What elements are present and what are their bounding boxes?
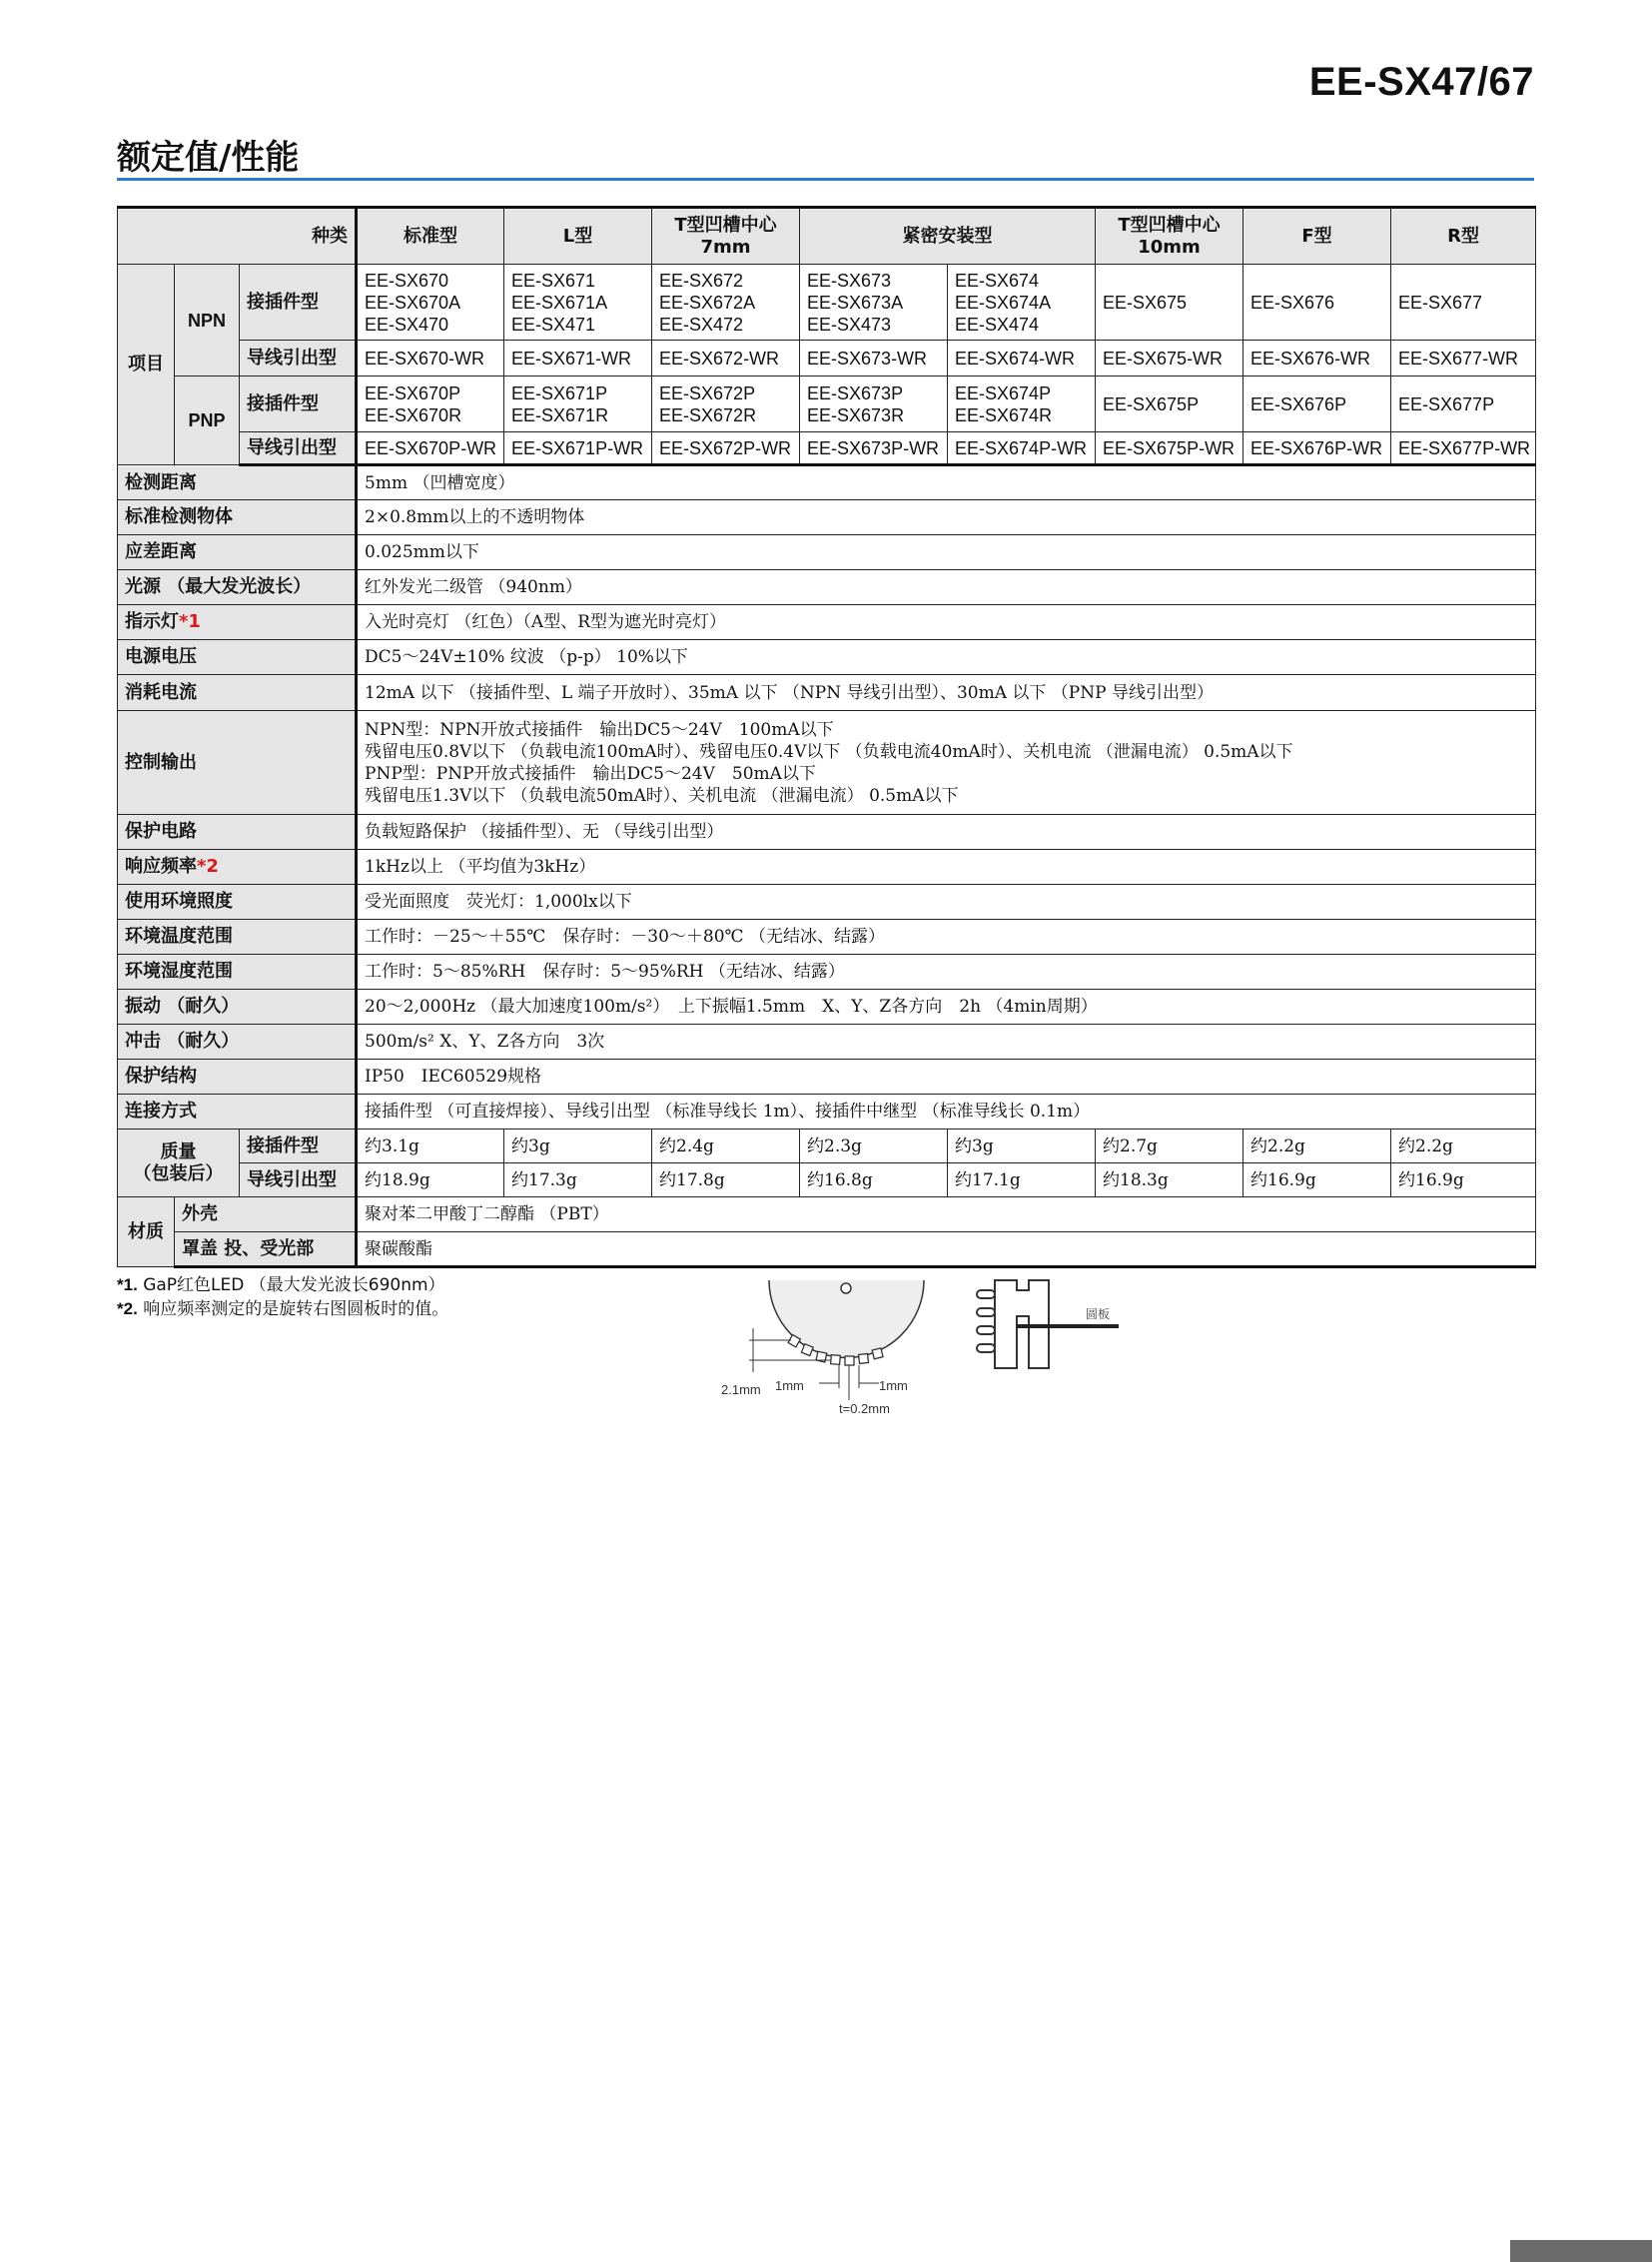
footnote-1: [117, 1273, 448, 1297]
spec-label: 环境温度范围: [118, 920, 357, 955]
spec-label: 应差距离: [118, 535, 357, 570]
material-case-value: 聚对苯二甲酸丁二醇酯 （PBT）: [357, 1197, 1536, 1232]
section-title: 额定值/性能: [117, 138, 300, 178]
pnp-wire-label: 导线引出型: [240, 432, 357, 465]
col-compact: 紧密安装型: [800, 208, 1096, 265]
disk-label: 圆板: [1086, 1307, 1111, 1321]
col-t7-l1: T型凹槽中心: [674, 214, 777, 236]
spec-label: 电源电压: [118, 640, 357, 675]
model-cell: EE-SX676-WR: [1243, 341, 1391, 377]
spec-value: 0.025mm以下: [357, 535, 1536, 570]
spec-row-control: [118, 711, 1536, 815]
model-cell: EE-SX677: [1391, 265, 1536, 341]
spec-value: IP50 IEC60529规格: [357, 1060, 1536, 1095]
mass-cell: 约17.3g: [504, 1163, 652, 1197]
dim-gap1-label: 1mm: [775, 1378, 804, 1393]
mass-cell: 约16.9g: [1391, 1163, 1536, 1197]
material-label: 材质: [118, 1197, 175, 1267]
col-t10-l1: T型凹槽中心: [1118, 214, 1221, 236]
spec-row-shock: [118, 1025, 1536, 1060]
spec-value: 5mm （凹槽宽度）: [357, 465, 1536, 500]
model-cell: EE-SX674-WR: [948, 341, 1096, 377]
spec-row-current: [118, 675, 1536, 711]
model-cell: EE-SX675P-WR: [1096, 432, 1243, 465]
mass-label: [118, 1130, 240, 1197]
spec-row-protection: [118, 815, 1536, 850]
npn-wire-row: [118, 341, 1536, 377]
spec-value: 2×0.8mm以上的不透明物体: [357, 500, 1536, 535]
mass-cell: 约18.9g: [357, 1163, 504, 1197]
model-cell: EE-SX671P-WR: [504, 432, 652, 465]
mass-connector-row: [118, 1130, 1536, 1163]
page-corner-tab: [1510, 2240, 1652, 2262]
control-line: 残留电压0.8V以下 （负载电流100mA时）、残留电压0.4V以下 （负载电流40mA时）、关机电流 （泄漏电流） 0.5mA以下: [365, 741, 1293, 762]
spec-label-text: 响应频率: [125, 856, 197, 877]
spec-label: 标准检测物体: [118, 500, 357, 535]
spec-label: 检测距离: [118, 465, 357, 500]
model-cell: EE-SX671 EE-SX671A EE-SX471: [504, 265, 652, 341]
pnp-connector-row: [118, 377, 1536, 432]
spec-row-light-source: [118, 570, 1536, 605]
col-l-type: L型: [504, 208, 652, 265]
footnote-mark: *1: [179, 611, 201, 632]
model-cell: EE-SX677P: [1391, 377, 1536, 432]
model-cell: EE-SX673P EE-SX673R: [800, 377, 948, 432]
spec-row-humidity: [118, 955, 1536, 990]
model-cell: EE-SX676: [1243, 265, 1391, 341]
spec-label: 环境湿度范围: [118, 955, 357, 990]
col-f-type: F型: [1243, 208, 1391, 265]
spec-value: 入光时亮灯 （红色）（A型、R型为遮光时亮灯）: [357, 605, 1536, 640]
footnotes: [117, 1273, 448, 1321]
spec-label: 连接方式: [118, 1095, 357, 1130]
spec-label: 冲击 （耐久）: [118, 1025, 357, 1060]
model-cell: EE-SX675P: [1096, 377, 1243, 432]
spec-label: [118, 605, 357, 640]
spec-row-enclosure: [118, 1060, 1536, 1095]
spec-value: 20～2,000Hz （最大加速度100m/s²） 上下振幅1.5mm X、Y、Z各方向 2h （4min周期）: [357, 990, 1536, 1025]
col-r-type: R型: [1391, 208, 1536, 265]
dim-gap2-label: 1mm: [879, 1378, 908, 1393]
mass-cell: 约2.3g: [800, 1130, 948, 1163]
spec-row-voltage: [118, 640, 1536, 675]
mass-cell: 约2.2g: [1391, 1130, 1536, 1163]
model-cell: EE-SX670 EE-SX670A EE-SX470: [357, 265, 504, 341]
spec-label: 保护结构: [118, 1060, 357, 1095]
spec-label: 光源 （最大发光波长）: [118, 570, 357, 605]
model-cell: EE-SX672P-WR: [652, 432, 800, 465]
footnote-2: [117, 1297, 448, 1321]
spec-row-hysteresis: [118, 535, 1536, 570]
model-cell: EE-SX673-WR: [800, 341, 948, 377]
mass-wire-label: 导线引出型: [240, 1163, 357, 1197]
spec-row-connection: [118, 1095, 1536, 1130]
mass-cell: 约3g: [948, 1130, 1096, 1163]
spec-value: 负载短路保护 （接插件型）、无 （导线引出型）: [357, 815, 1536, 850]
mass-cell: 约3g: [504, 1130, 652, 1163]
material-cover-row: [118, 1232, 1536, 1267]
mass-connector-label: 接插件型: [240, 1130, 357, 1163]
footnote-mark: *2: [197, 856, 219, 877]
material-cover-value: 聚碳酸酯: [357, 1232, 1536, 1267]
spec-value: 12mA 以下 （接插件型、L 端子开放时）、35mA 以下 （NPN 导线引出型）、30mA 以下 （PNP 导线引出型）: [357, 675, 1536, 711]
col-standard: 标准型: [357, 208, 504, 265]
model-cell: EE-SX676P: [1243, 377, 1391, 432]
mass-cell: 约2.4g: [652, 1130, 800, 1163]
model-cell: EE-SX675-WR: [1096, 341, 1243, 377]
dim-thickness-label: t=0.2mm: [839, 1401, 890, 1416]
header-row: [118, 208, 1536, 265]
pnp-connector-label: 接插件型: [240, 377, 357, 432]
kind-header: 种类: [118, 208, 357, 265]
model-cell: EE-SX675: [1096, 265, 1243, 341]
mass-cell: 约18.3g: [1096, 1163, 1243, 1197]
model-cell: EE-SX670P EE-SX670R: [357, 377, 504, 432]
spec-value: 工作时：－25～＋55℃ 保存时：－30～＋80℃ （无结冰、结露）: [357, 920, 1536, 955]
model-cell: EE-SX671-WR: [504, 341, 652, 377]
spec-label: 保护电路: [118, 815, 357, 850]
model-cell: EE-SX673P-WR: [800, 432, 948, 465]
spec-row-std-object: [118, 500, 1536, 535]
footnote-text: 响应频率测定的是旋转右图圆板时的值。: [137, 1299, 449, 1319]
model-cell: EE-SX671P EE-SX671R: [504, 377, 652, 432]
title-rule: [117, 178, 1534, 181]
pnp-wire-row: [118, 432, 1536, 465]
mass-label-l1: 质量: [160, 1140, 197, 1162]
spec-value: 500m/s² X、Y、Z各方向 3次: [357, 1025, 1536, 1060]
npn-label: NPN: [175, 265, 240, 377]
dim-height-label: 2.1mm: [721, 1382, 761, 1397]
spec-value: 红外发光二级管 （940nm）: [357, 570, 1536, 605]
model-cell: EE-SX672-WR: [652, 341, 800, 377]
footnote-text: GaP红色LED （最大发光波长690nm）: [137, 1275, 445, 1295]
disk-center-hole: [841, 1283, 851, 1293]
control-line: PNP型：PNP开放式接插件 输出DC5～24V 50mA以下: [365, 763, 816, 784]
spec-value: 1kHz以上 （平均值为3kHz）: [357, 850, 1536, 885]
mass-cell: 约2.2g: [1243, 1130, 1391, 1163]
spec-row-indicator: [118, 605, 1536, 640]
mass-wire-row: [118, 1163, 1536, 1197]
mass-cell: 约16.9g: [1243, 1163, 1391, 1197]
spec-label: 振动 （耐久）: [118, 990, 357, 1025]
rotating-disk-diagram: [699, 1268, 1139, 1423]
spec-value: 工作时：5～85%RH 保存时：5～95%RH （无结冰、结露）: [357, 955, 1536, 990]
model-cell: EE-SX677-WR: [1391, 341, 1536, 377]
spec-label: 使用环境照度: [118, 885, 357, 920]
mass-cell: 约17.1g: [948, 1163, 1096, 1197]
spec-label: 消耗电流: [118, 675, 357, 711]
model-cell: EE-SX670P-WR: [357, 432, 504, 465]
mass-cell: 约2.7g: [1096, 1130, 1243, 1163]
spec-row-response: [118, 850, 1536, 885]
col-t10-l2: 10mm: [1138, 236, 1201, 258]
mass-cell: 约17.8g: [652, 1163, 800, 1197]
footnote-mark: *2.: [117, 1299, 138, 1318]
model-cell: EE-SX676P-WR: [1243, 432, 1391, 465]
spec-row-distance: [118, 465, 1536, 500]
spec-label-text: 指示灯: [125, 611, 179, 632]
material-case-label: 外壳: [175, 1197, 357, 1232]
model-cell: EE-SX673 EE-SX673A EE-SX473: [800, 265, 948, 341]
model-cell: EE-SX670-WR: [357, 341, 504, 377]
control-line: 残留电压1.3V以下 （负载电流50mA时）、关机电流 （泄漏电流） 0.5mA以下: [365, 785, 959, 806]
mass-cell: 约16.8g: [800, 1163, 948, 1197]
spec-table: [117, 206, 1536, 1268]
model-cell: EE-SX672 EE-SX672A EE-SX472: [652, 265, 800, 341]
col-t10: [1096, 208, 1243, 265]
material-cover-label: 罩盖 投、受光部: [175, 1232, 357, 1267]
model-cell: EE-SX677P-WR: [1391, 432, 1536, 465]
col-t7: [652, 208, 800, 265]
spec-row-illuminance: [118, 885, 1536, 920]
pnp-label: PNP: [175, 377, 240, 465]
mass-cell: 约3.1g: [357, 1130, 504, 1163]
npn-wire-label: 导线引出型: [240, 341, 357, 377]
model-cell: EE-SX674P-WR: [948, 432, 1096, 465]
col-t7-l2: 7mm: [700, 236, 751, 258]
spec-row-vibration: [118, 990, 1536, 1025]
model-cell: EE-SX674P EE-SX674R: [948, 377, 1096, 432]
footnote-mark: *1.: [117, 1275, 138, 1294]
control-line: NPN型：NPN开放式接插件 输出DC5～24V 100mA以下: [365, 719, 834, 740]
npn-connector-row: [118, 265, 1536, 341]
npn-connector-label: 接插件型: [240, 265, 357, 341]
mass-label-l2: （包装后）: [133, 1162, 224, 1184]
item-label: 项目: [118, 265, 175, 465]
model-cell: EE-SX672P EE-SX672R: [652, 377, 800, 432]
spec-label: [118, 850, 357, 885]
spec-row-temp: [118, 920, 1536, 955]
spec-label: 控制输出: [118, 711, 357, 815]
material-case-row: [118, 1197, 1536, 1232]
spec-value: 接插件型 （可直接焊接）、导线引出型 （标准导线长 1m）、接插件中继型 （标准导线长 0.1m）: [357, 1095, 1536, 1130]
spec-value: [357, 711, 1536, 815]
model-title: EE-SX47/67: [1308, 60, 1534, 104]
spec-value: DC5～24V±10% 纹波 （p-p） 10%以下: [357, 640, 1536, 675]
model-cell: EE-SX674 EE-SX674A EE-SX474: [948, 265, 1096, 341]
spec-value: 受光面照度 荧光灯：1,000lx以下: [357, 885, 1536, 920]
